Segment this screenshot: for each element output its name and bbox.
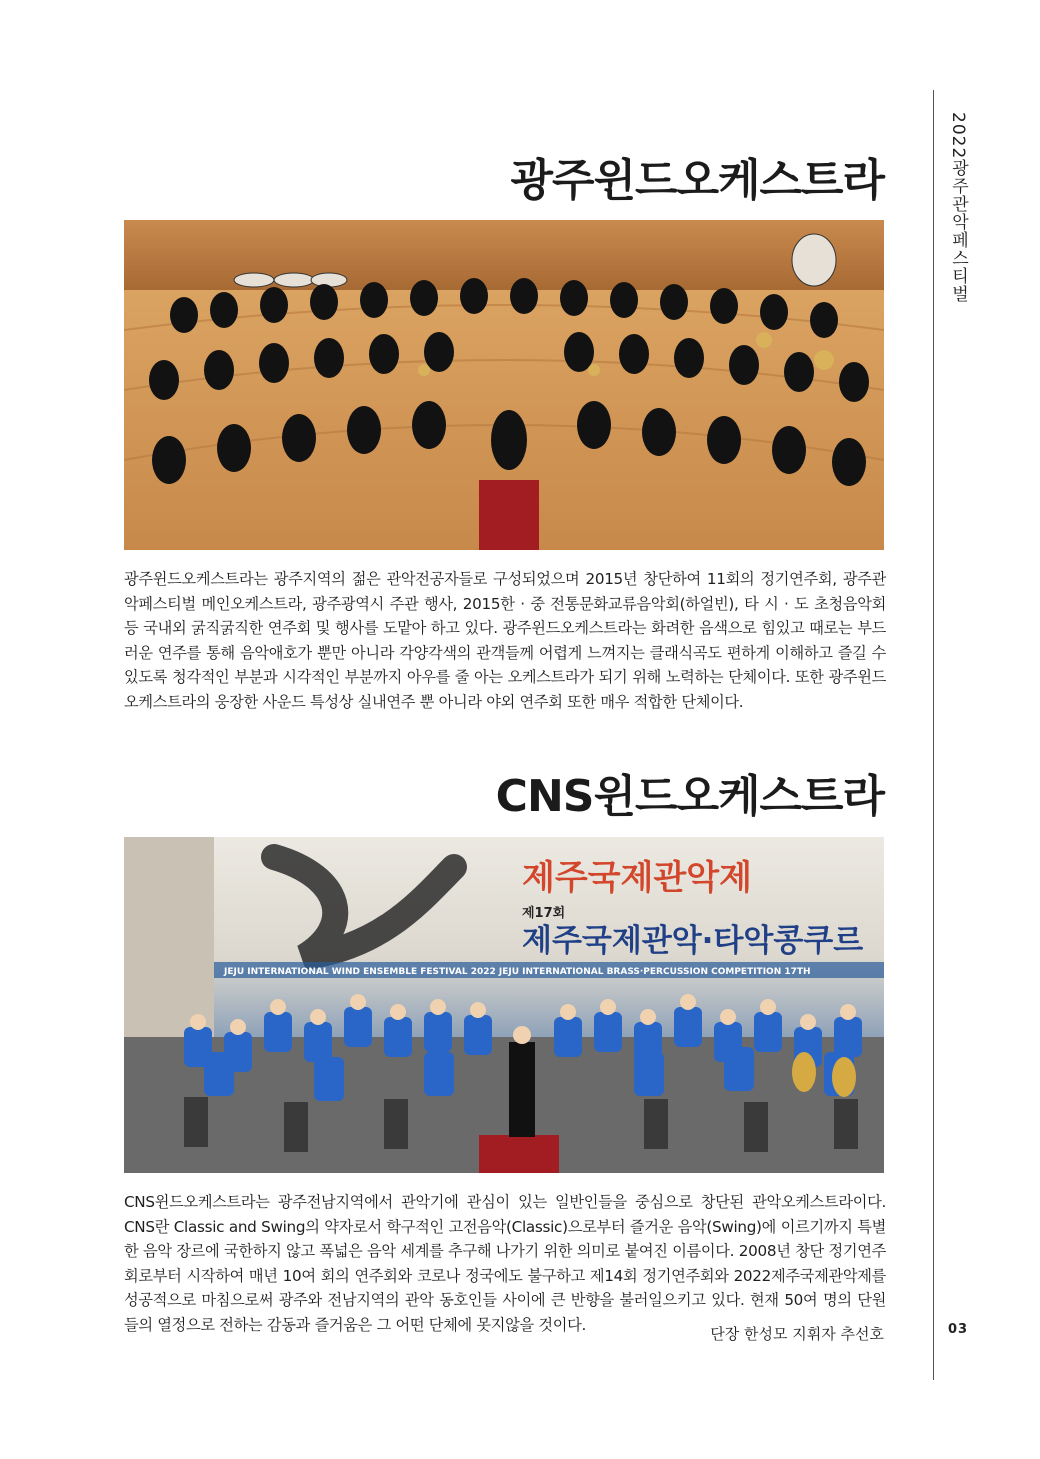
banner-english-text: JEJU INTERNATIONAL WIND ENSEMBLE FESTIVAL 2022 JEJU INTERNATIONAL BRASS·PERCUSSION COMPETITION 17TH	[224, 967, 811, 977]
banner-top-text: 제주국제관악제	[522, 858, 752, 898]
stage-photo-icon	[124, 837, 884, 1173]
section2-credit: 단장 한성모 지휘자 추선호	[710, 1325, 884, 1343]
banner-main-text: 제주국제관악·타악콩쿠르	[522, 923, 864, 959]
orchestra-photo-2	[124, 837, 884, 1173]
page-number: 03	[948, 1322, 969, 1337]
section1-body: 광주윈드오케스트라는 광주지역의 젊은 관악전공자들로 구성되었으며 2015년 창단하여 11회의 정기연주회, 광주관악페스티벌 메인오케스트라, 광주광역시 주관 행사, 2015한 · 중 전통문화교류음악회(하얼빈), 타 시 · 도 초청음악회 등 국내외 굵직굵직한 연주회 및 행사를 도맡아 하고 있다. 광주윈드오케스트라는 화려한 음색으로 힘있고 때로는 부드러운 연주를 통해 음악애호가 뿐만 아니라 각양각색의 관객들께 어렵게 느껴지는 클래식곡도 편하게 이해하고 즐길 수 있도록 청각적인 부분과 시각적인 부분까지 아우를 줄 아는 오케스트라가 되기 위해 노력하는 단체이다. 또한 광주윈드오케스트라의 웅장한 사운드 특성상 실내연주 뿐 아니라 야외 연주회 또한 매우 적합한 단체이다.	[124, 570, 886, 711]
orchestra-photo-1	[124, 220, 884, 550]
sidebar-rule	[933, 90, 934, 1380]
section2-title: CNS윈드오케스트라	[495, 771, 884, 822]
banner-small-text: 제17회	[522, 906, 566, 921]
section1-title: 광주윈드오케스트라	[510, 155, 884, 206]
orchestra-photo-icon	[124, 220, 884, 550]
sidebar-label: 2022광주관악페스티벌	[948, 112, 968, 304]
section2-body: CNS윈드오케스트라는 광주전남지역에서 관악기에 관심이 있는 일반인들을 중심으로 창단된 관악오케스트라이다. CNS란 Classic and Swing의 약자로서 학구적인 고전음악(Classic)으로부터 즐거운 음악(Swing)에 이르기까지 특별한 음악 장르에 국한하지 않고 폭넓은 음악 세계를 추구해 나가기 위한 의미로 붙여진 이름이다. 2008년 창단 정기연주회로부터 시작하여 매년 10여 회의 연주회와 코로나 정국에도 불구하고 제14회 정기연주회와 2022제주국제관악제를 성공적으로 마침으로써 광주와 전남지역의 관악 동호인들 사이에 큰 반향을 불러일으키고 있다. 현재 50여 명의 단원들의 열정으로 전하는 감동과 즐거움은 그 어떤 단체에 못지않을 것이다.	[124, 1193, 886, 1334]
